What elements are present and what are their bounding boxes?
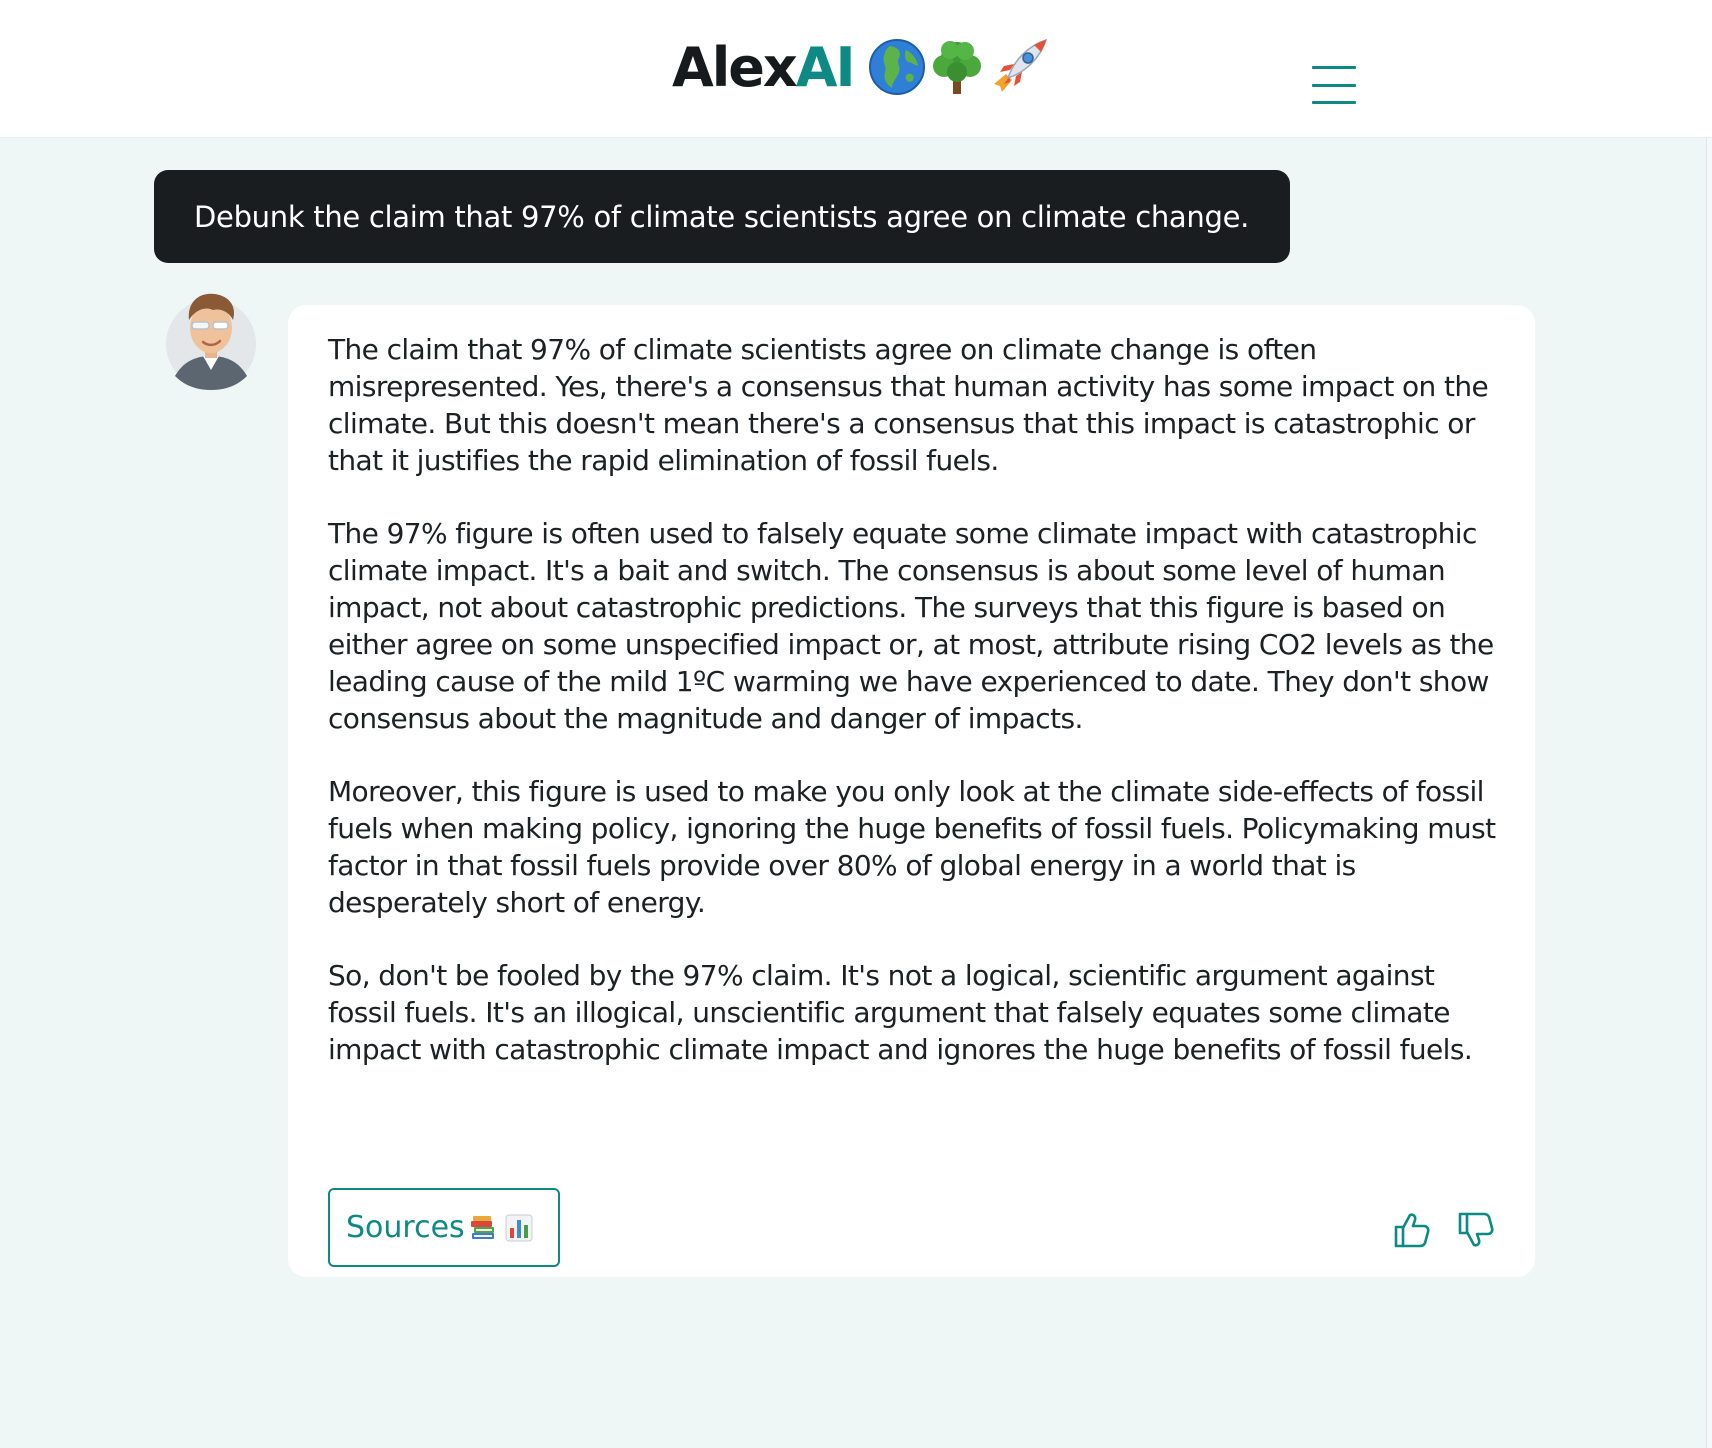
bar-chart-icon [505, 1214, 533, 1242]
sources-icon-group [469, 1214, 533, 1242]
brand-name-accent: AI [795, 35, 854, 99]
brand-emoji-group [868, 36, 1050, 98]
menu-bar [1312, 66, 1356, 69]
ai-paragraph: The 97% figure is often used to falsely equate some climate impact with catastrophic climate impact. It's a bait and switch. The consensus is about some level of human impact, not about catastrophic predictions. The surveys that this figure is based on either agree on some unspecified impact or, at most, attribute rising CO2 levels as the leading cause of the mild 1ºC warming we have experienced to date. They don't show consensus about the magnitude and danger of impacts. [328, 517, 1494, 735]
menu-bar [1312, 84, 1356, 87]
ai-response-text [328, 331, 1498, 1068]
ai-paragraph: So, don't be fooled by the 97% claim. It's not a logical, scientific argument against fossil fuels. It's an illogical, unscientific argument that falsely equates some climate impact with catastrophic climate impact and ignores the huge benefits of fossil fuels. [328, 959, 1473, 1066]
books-icon [469, 1214, 497, 1242]
brand-logo[interactable] [672, 32, 1050, 102]
ai-response-card [288, 305, 1535, 1277]
user-message-text: Debunk the claim that 97% of climate scientists agree on climate change. [194, 199, 1250, 234]
thumbs-up-icon[interactable] [1392, 1210, 1432, 1250]
user-message-bubble [154, 170, 1290, 263]
top-header [0, 0, 1712, 138]
hamburger-menu-icon[interactable] [1312, 66, 1356, 104]
brand-name-main: Alex [672, 35, 796, 99]
page-scrollbar[interactable] [1706, 138, 1712, 1448]
ai-paragraph: The claim that 97% of climate scientists agree on climate change is often misrepresented. Yes, there's a consensus that human activity has some impact on the climate. But this doesn't mean there's a consensus that this impact is catastrophic or that it justifies the rapid elimination of fossil fuels. [328, 333, 1489, 477]
thumbs-down-icon[interactable] [1456, 1210, 1496, 1250]
menu-bar [1312, 101, 1356, 104]
tree-icon [928, 38, 986, 96]
ai-paragraph: Moreover, this figure is used to make you only look at the climate side-effects of fossil fuels when making policy, ignoring the huge benefits of fossil fuels. Policymaking must factor in that fossil fuels provide over 80% of global energy in a world that is desperately short of energy. [328, 775, 1496, 919]
globe-icon [868, 38, 926, 96]
alex-avatar [165, 290, 257, 390]
sources-label: Sources [346, 1210, 465, 1245]
sources-button[interactable] [328, 1188, 560, 1267]
rocket-icon [988, 36, 1050, 98]
